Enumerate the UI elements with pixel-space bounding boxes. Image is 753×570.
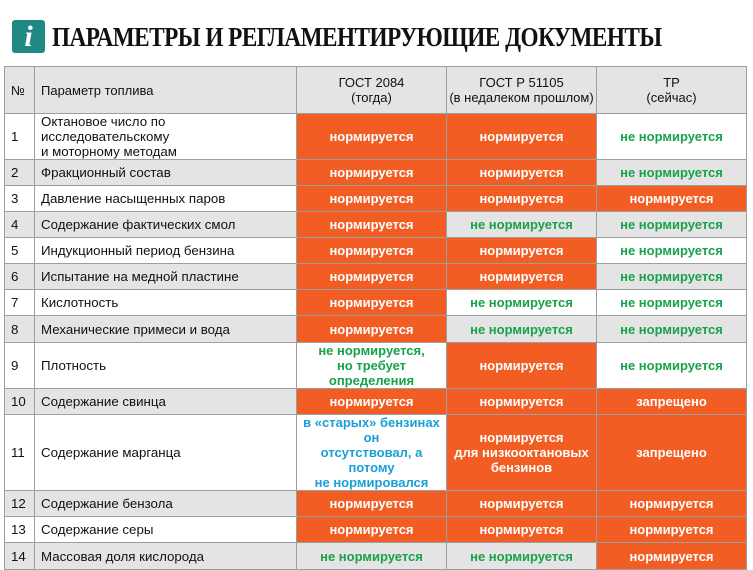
header-line: ТР — [663, 75, 680, 90]
cell-gostr: нормируется — [447, 491, 597, 517]
cell-gost2084: нормируется — [297, 114, 447, 160]
column-header-tr — [597, 67, 747, 114]
parameters-table — [4, 66, 747, 570]
cell-gostr: не нормируется — [447, 290, 597, 316]
cell-tr: запрещено — [597, 389, 747, 415]
cell-tr: не нормируется — [597, 343, 747, 389]
header-line: (сейчас) — [646, 90, 697, 105]
row-parameter: Индукционный период бензина — [35, 238, 297, 264]
row-number: 10 — [5, 389, 35, 415]
row-parameter: Испытание на медной пластине — [35, 264, 297, 290]
cell-tr: не нормируется — [597, 114, 747, 160]
row-parameter: Содержание свинца — [35, 389, 297, 415]
table-row — [5, 543, 747, 570]
cell-tr: не нормируется — [597, 264, 747, 290]
row-number: 13 — [5, 517, 35, 543]
param-line: и моторному методам — [41, 144, 177, 159]
cell-line: отсутствовал, а потому — [320, 445, 423, 475]
cell-gost2084: не нормируется — [297, 543, 447, 570]
cell-gost2084: нормируется — [297, 316, 447, 343]
table-row — [5, 415, 747, 491]
header — [0, 0, 753, 64]
table-row — [5, 517, 747, 543]
cell-gostr: нормируется — [447, 264, 597, 290]
cell-tr: не нормируется — [597, 290, 747, 316]
cell-line: для низкооктановых — [454, 445, 589, 460]
table-row — [5, 290, 747, 316]
row-number: 4 — [5, 212, 35, 238]
column-header-param: Параметр топлива — [35, 67, 297, 114]
table-row — [5, 389, 747, 415]
cell-gostr: не нормируется — [447, 212, 597, 238]
cell-gostr: не нормируется — [447, 543, 597, 570]
cell-line: нормируется — [479, 430, 564, 445]
table-row — [5, 491, 747, 517]
cell-line: не нормируется, — [318, 343, 425, 358]
cell-tr: нормируется — [597, 543, 747, 570]
cell-gost2084: нормируется — [297, 160, 447, 186]
cell-gost2084: нормируется — [297, 517, 447, 543]
column-header-gostr — [447, 67, 597, 114]
header-line: ГОСТ 2084 — [338, 75, 405, 90]
row-number: 7 — [5, 290, 35, 316]
cell-tr: запрещено — [597, 415, 747, 491]
cell-line: но требует определения — [328, 358, 415, 388]
row-parameter: Содержание фактических смол — [35, 212, 297, 238]
row-number: 3 — [5, 186, 35, 212]
cell-tr: не нормируется — [597, 238, 747, 264]
cell-gostr: нормируется — [447, 343, 597, 389]
cell-gostr: нормируется — [447, 160, 597, 186]
row-parameter: Содержание серы — [35, 517, 297, 543]
cell-gost2084: нормируется — [297, 491, 447, 517]
cell-tr: нормируется — [597, 517, 747, 543]
table-row — [5, 264, 747, 290]
table-row — [5, 343, 747, 389]
cell-line: бензинов — [490, 460, 553, 475]
row-number: 6 — [5, 264, 35, 290]
cell-tr: не нормируется — [597, 212, 747, 238]
cell-gostr: нормируется — [447, 389, 597, 415]
row-number: 5 — [5, 238, 35, 264]
param-line: Октановое число по исследовательскому — [41, 114, 170, 144]
header-line: (тогда) — [351, 90, 392, 105]
info-icon: i — [12, 20, 45, 53]
row-parameter: Плотность — [35, 343, 297, 389]
cell-gostr: нормируется — [447, 186, 597, 212]
cell-tr: нормируется — [597, 186, 747, 212]
cell-gost2084: нормируется — [297, 264, 447, 290]
cell-gostr: нормируется — [447, 238, 597, 264]
cell-gost2084: нормируется — [297, 290, 447, 316]
cell-gostr — [447, 415, 597, 491]
cell-gost2084: нормируется — [297, 212, 447, 238]
table-row — [5, 160, 747, 186]
table-row — [5, 186, 747, 212]
cell-gost2084: нормируется — [297, 186, 447, 212]
row-parameter: Содержание марганца — [35, 415, 297, 491]
row-number: 2 — [5, 160, 35, 186]
cell-gost2084 — [297, 415, 447, 491]
cell-gostr: нормируется — [447, 114, 597, 160]
table-row — [5, 212, 747, 238]
row-number: 11 — [5, 415, 35, 491]
page-title: ПАРАМЕТРЫ И РЕГЛАМЕНТИРУЮЩИЕ ДОКУМЕНТЫ — [52, 22, 662, 52]
cell-gostr: не нормируется — [447, 316, 597, 343]
row-parameter: Кислотность — [35, 290, 297, 316]
cell-tr: не нормируется — [597, 160, 747, 186]
cell-line: не нормировался — [314, 475, 429, 490]
table-row — [5, 114, 747, 160]
cell-gost2084: нормируется — [297, 389, 447, 415]
row-parameter: Содержание бензола — [35, 491, 297, 517]
column-header-num: № — [5, 67, 35, 114]
cell-gost2084: нормируется — [297, 238, 447, 264]
row-parameter: Фракционный состав — [35, 160, 297, 186]
table-row — [5, 316, 747, 343]
row-number: 9 — [5, 343, 35, 389]
header-line: ГОСТ Р 51105 — [479, 75, 564, 90]
row-parameter: Механические примеси и вода — [35, 316, 297, 343]
column-header-gost2084 — [297, 67, 447, 114]
table-row — [5, 238, 747, 264]
cell-tr: нормируется — [597, 491, 747, 517]
row-number: 8 — [5, 316, 35, 343]
cell-gost2084 — [297, 343, 447, 389]
header-line: (в недалеком прошлом) — [449, 90, 594, 105]
row-number: 14 — [5, 543, 35, 570]
row-parameter: Давление насыщенных паров — [35, 186, 297, 212]
cell-gostr: нормируется — [447, 517, 597, 543]
row-parameter: Массовая доля кислорода — [35, 543, 297, 570]
table-header-row — [5, 67, 747, 114]
row-parameter — [35, 114, 297, 160]
row-number: 1 — [5, 114, 35, 160]
cell-tr: не нормируется — [597, 316, 747, 343]
cell-line: в «старых» бензинах он — [303, 415, 440, 445]
row-number: 12 — [5, 491, 35, 517]
